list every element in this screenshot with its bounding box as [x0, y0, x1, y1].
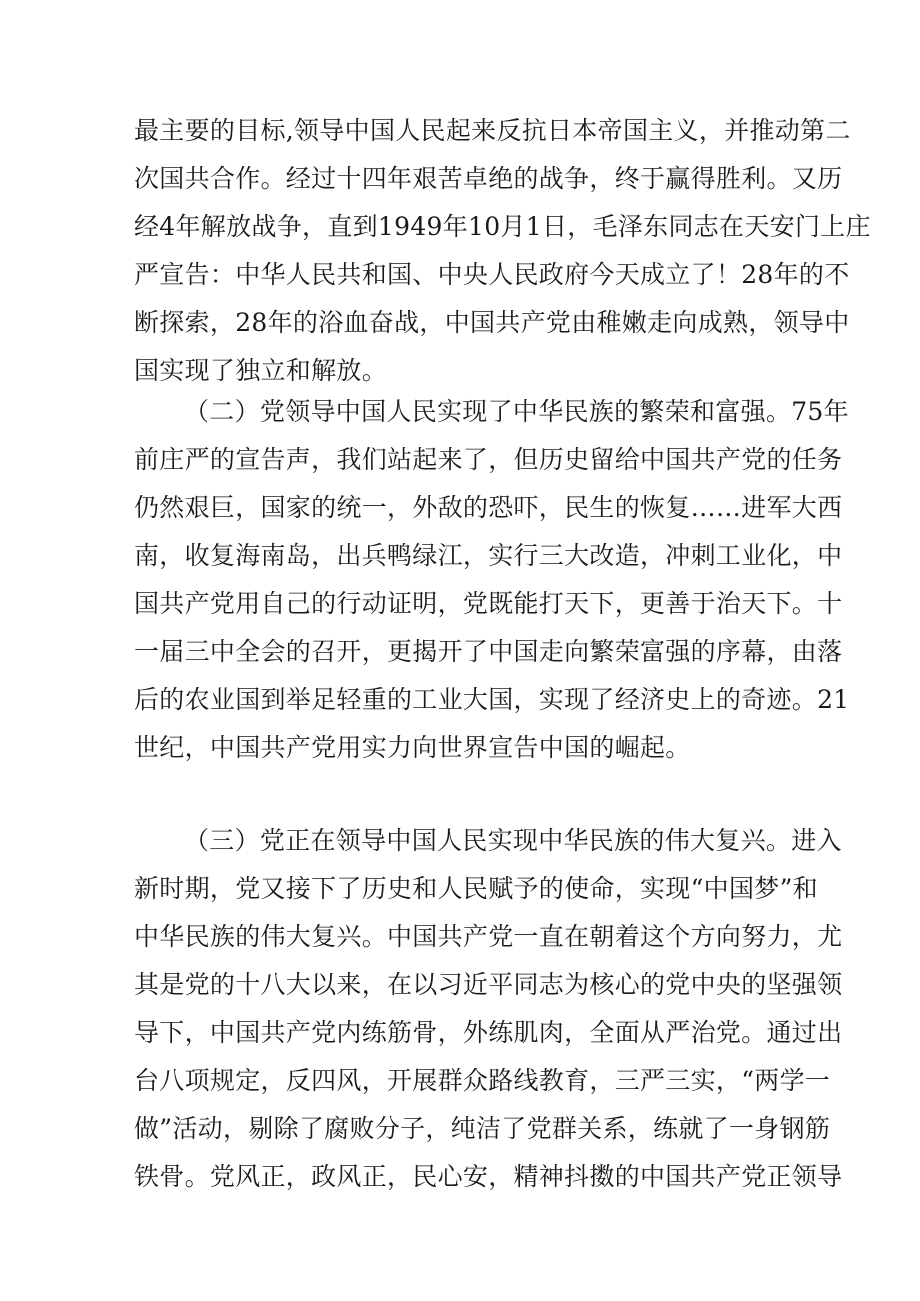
text-line: 一届三中全会的召开，更揭开了中国走向繁荣富强的序幕，由落 [134, 637, 843, 666]
text-line: 后的农业国到举足轻重的工业大国，实现了经济史上的奇迹。21 [134, 685, 850, 714]
paragraph-3 [134, 817, 843, 1201]
text-line: 其是党的十八大以来，在以习近平同志为核心的党中央的坚强领 [134, 970, 843, 999]
text-line: 世纪，中国共产党用实力向世界宣告中国的崛起。 [134, 733, 691, 762]
text-line: 断探索，28年的浴血奋战，中国共产党由稚嫩走向成熟，领导中 [134, 308, 850, 337]
text-line: （二）党领导中国人民实现了中华民族的繁荣和富强。75年 [184, 397, 849, 426]
text-line: 国共产党用自己的行动证明，党既能打天下，更善于治天下。十 [134, 589, 843, 618]
text-line: 经4年解放战争，直到1949年10月1日，毛泽东同志在天安门上庄 [134, 212, 871, 241]
text-line: （三）党正在领导中国人民实现中华民族的伟大复兴。进入 [184, 826, 842, 855]
text-line: 做”活动，剔除了腐败分子，纯洁了党群关系，练就了一身钢筋 [134, 1114, 831, 1143]
text-line: 最主要的目标,领导中国人民起来反抗日本帝国主义，并推动第二 [134, 116, 851, 145]
text-line: 新时期，党又接下了历史和人民赋予的使命，实现“中国梦”和 [134, 874, 818, 903]
text-line: 次国共合作。经过十四年艰苦卓绝的战争，终于赢得胜利。又历 [134, 164, 843, 193]
text-line: 前庄严的宣告声，我们站起来了，但历史留给中国共产党的任务 [134, 445, 843, 474]
text-line: 南，收复海南岛，出兵鸭绿江，实行三大改造，冲刺工业化，中 [134, 541, 843, 570]
text-line: 国实现了独立和解放。 [134, 356, 388, 385]
text-line: 导下，中国共产党内练筋骨，外练肌肉，全面从严治党。通过出 [134, 1018, 843, 1047]
text-line: 铁骨。党风正，政风正，民心安，精神抖擞的中国共产党正领导 [134, 1162, 843, 1191]
text-line: 严宣告：中华人民共和国、中央人民政府今天成立了！28年的不 [134, 260, 850, 289]
text-line: 仍然艰巨，国家的统一，外敌的恐吓，民生的恢复……进军大西 [134, 493, 843, 522]
text-line: 台八项规定，反四风，开展群众路线教育，三严三实，“两学一 [134, 1066, 831, 1095]
paragraph-1 [134, 107, 871, 395]
text-line: 中华民族的伟大复兴。中国共产党一直在朝着这个方向努力，尤 [134, 922, 843, 951]
paragraph-2 [134, 388, 850, 772]
